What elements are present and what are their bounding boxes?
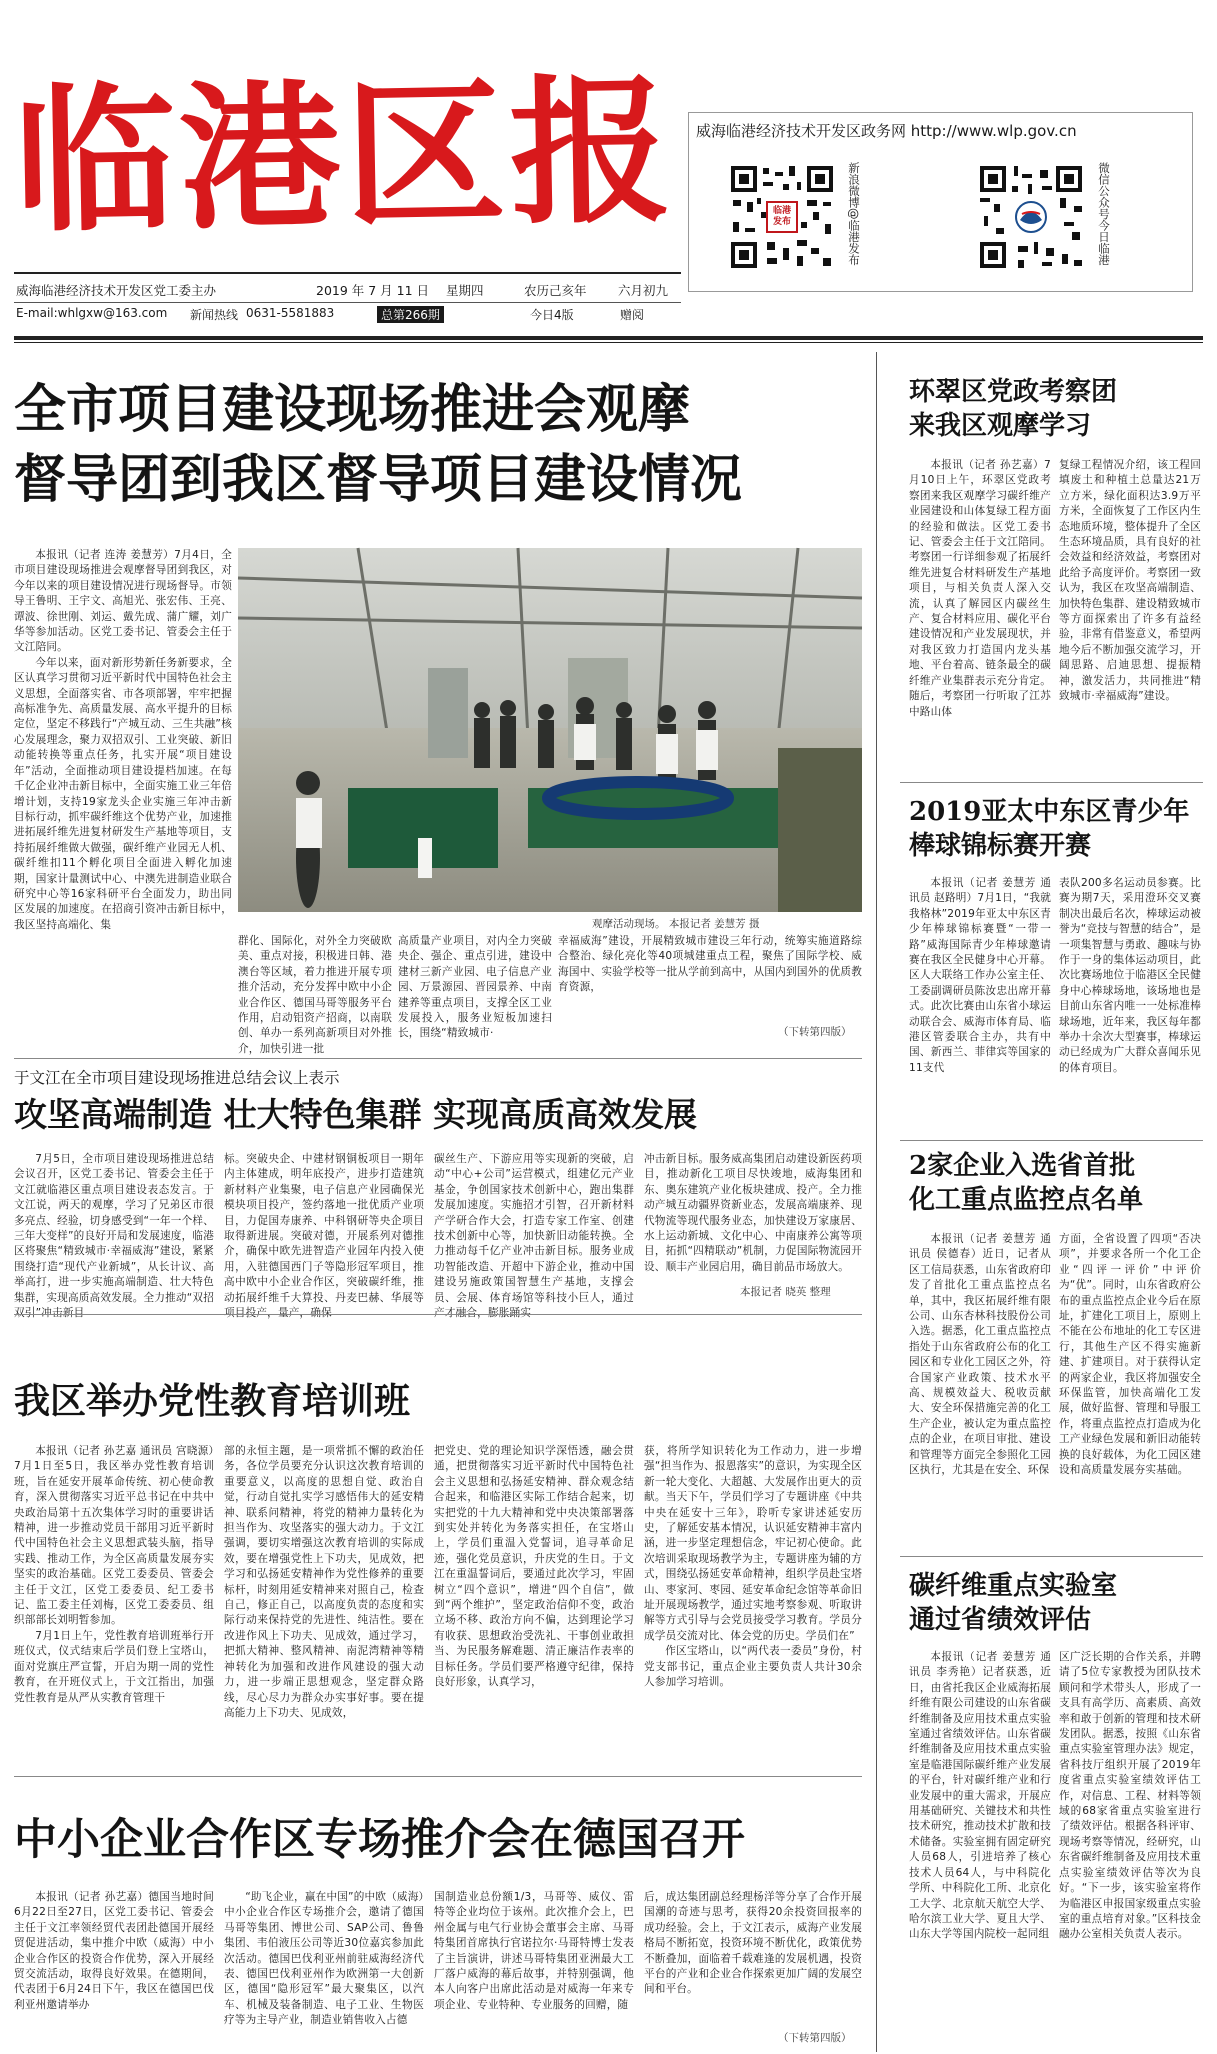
s3-column-2 <box>1059 1232 1201 1534</box>
s4-headline-1: 碳纤维重点实验室 <box>909 1571 1118 1601</box>
s1-headline-1: 环翠区党政考察团 <box>909 377 1118 407</box>
s4-column-1 <box>909 1650 1051 2042</box>
weibo-label: 新浪微博@临港发布 <box>847 162 861 266</box>
party-col4-para-2: 作区宝塔山，以“两代表一委员”身份，村党支部书记，重点企业主要负责人共计30余人参加学习培训。 <box>644 1645 862 1689</box>
second-column-2 <box>224 1152 424 1302</box>
party-col1-para-2: 7月1日上午，党性教育培训班举行开班仪式，仪式结束后学员们登上宝塔山，面对党旗庄严宣誓，开启为期一周的党性教育，在开班仪式上，于文江指出，加强党性教育是从严从实教育管理干 <box>14 1629 214 1704</box>
s3-column-1 <box>909 1232 1051 1534</box>
s3-divider <box>900 1556 1203 1557</box>
party-col2-text: 部的永恒主题，是一项常抓不懈的政治任务，各位学员要充分认识这次教育培训的重要意义，以高度的思想自觉、政治自觉，行动自觉扎实学习感悟伟大的延安精神、联系问精神，将党的精神力量转化为担当作为、攻坚落实的强大动力。于文江强调，要切实增强这次教育培训的实际成效，要在增强党性上下功夫，见成效，把学习和弘扬延安精神作为党性修养的重要标杆，时刻用延安精神来对照自己，检查自己，修正自己，以高度负责的态度和实际行动来保持党的先进性、纯洁性。要在改进作风上下功夫、见成效，通过学习，把抓大精神、整风精神、南泥湾精神等精神转化为加强和改进作风建设的强大动力，进一步端正思想观念，坚定群众路线，尽心尽力为群众办实事好事。要在提高能力上下功夫、见成效， <box>224 1445 424 1719</box>
free-label: 赠阅 <box>620 308 645 322</box>
lead-headline-2: 督导团到我区督导项目建设情况 <box>14 449 743 510</box>
logo-text: 临港区报 <box>12 58 677 255</box>
second-column-3 <box>434 1152 634 1302</box>
issue-number: 总第266期 <box>377 306 444 323</box>
lead-jump[interactable]: （下转第四版） <box>778 1026 852 1038</box>
s2-column-2 <box>1059 876 1201 1146</box>
s2-headline-1: 2019亚太中东区青少年 <box>909 797 1190 827</box>
s4-col1-text: 本报讯（记者 姜慧芳 通讯员 李秀艳）记者获悉，近日，由省托我区企业威海拓展纤维有限公司建设的山东省碳纤维制备及应用技术重点实验室通过省绩效评估。山东省碳纤维制备及应用技术重点实验室是临港国际碳纤维产业发展的平台，针对碳纤维产业和行业发展中的重大需求，开展应用基础研究、关键技术和共性技术研究，推动技术扩散和技术储备。实验室拥有固定研究人员68人，引进培养了核心技术人员64人，与中科院化学所、中科院化工所、北京化工大学、北京航天航空大学、哈尔滨工业大学、夏且大学、山东大学等国内院校一起同组 <box>909 1651 1051 1941</box>
hotline-label: 新闻热线 <box>190 308 239 322</box>
email[interactable]: E-mail:whlgxw@163.com <box>16 306 168 320</box>
s4-col2-text: 区广泛长期的合作关系，并聘请了5位专家教授为团队技术顾问和学术带头人，形成了一支具有高学历、高素质、高效率和敢于创新的管理和技术研发团队。据悉，按照《山东省重点实验室管理办法》规定，省科技厅组织开展了2019年度省重点实验室绩效评估工作，对信息、工程、材料等领域的68家省重点实验室进行了绩效评估。根据各科评审、现场考察等情况，经研究，山东省碳纤维制备及应用技术重点实验室绩效评估等次为良好。“下一步，该实验室将作为临港区申报国家级重点实验室的重点培育对象。”区科技金融办公室相关负责人表示。 <box>1059 1651 1201 1941</box>
party-col1-para-1: 本报讯（记者 孙艺嘉 通讯员 宫晓源）7月1日至5日，我区举办党性教育培训班，旨在延安开展革命传统、初心使命教育，深入贯彻落实习近平总书记在中共中央政治局第十五次集体学习时的重要讲话精神，进一步推动党员干部用习近平新时代中国特色社会主义思想武装头脑，指导实践、推动工作，为全区高质量发展夯实坚实的政治基础。区党工委委员、管委会主任于文江，区党工委委员、纪工委书记、监工委主任刘梅，区党工委委员、组织部部长刘明暂参加。 <box>14 1445 214 1627</box>
lunar-year: 农历己亥年 <box>524 283 587 298</box>
s2-headline-2: 棒球锦标赛开赛 <box>909 831 1092 861</box>
party-column-4 <box>644 1444 862 1754</box>
s2-col2-text: 表队200多名运动员参赛。比赛为期7天，采用澄环交叉赛制决出最后名次，棒球运动被誉为“竞技与智慧的结合”，是一项集智慧与勇敢、趣味与协作于一身的集体运动项目，此次比赛场地位于临港区全民健身中心棒球场地，该场地也是目前山东省内唯一一处标准棒球场地，近年来，我区每年都举办十余次大型赛事，棒球运动已经成为广大群众喜闻乐见的体育项目。 <box>1059 877 1201 1074</box>
s3-col1-text: 本报讯（记者 姜慧芳 通讯员 侯德春）近日，记者从区工信局获悉，山东省政府印发了首批化工重点监控点名单，其中，我区拓展纤维有限公司、山东杏林科技股份公司入选。据悉，化工重点监控点指处于山东省政府公布的化工园区和专业化工园区之外，符合国家产业政策、技术水平高、规模效益大、税收贡献大、安全环保措施完善的化工生产企业，被认定为重点监控点的企业，在项目审批、建设和管理等方面完全参照化工园区执行，尤其是在安全、环保 <box>909 1233 1051 1477</box>
second-column-4 <box>644 1152 862 1272</box>
germany-column-3 <box>434 1890 634 2042</box>
s1-col2-text: 复绿工程情况介绍，该工程回填废土和种植土总量达21万立方米，绿化面积达3.9万平方米，全面恢复了工作区内生态地质环境，整体提升了全区生态环境品质，具有良好的社会效益和经济效益，考察团对此给予高度评价。考察团一致认为，我区在攻坚高端制造、加快特色集群、建设精致城市等方面探索出了许多有益经验，非常有借鉴意义，希望两地今后不断加强交流学习，开阔思路、启迪思想、提振精神，激发活力，共同推进“精致城市·幸福威海”建设。 <box>1059 459 1201 703</box>
lead-headline-1: 全市项目建设现场推进会观摩 <box>14 379 691 440</box>
second-divider <box>14 1314 862 1315</box>
s4-headline-2: 通过省绩效评估 <box>909 1605 1092 1635</box>
party-column-2 <box>224 1444 424 1754</box>
s3-headline-1: 2家企业入选省首批 <box>909 1151 1136 1181</box>
lead-col4-text: 幸福威海”建设，开展精致城市建设三年行动，统筹实施道路综合整治、绿化亮化等40项城建重点工程，聚焦了国际学校、威海国中、实验学校等一批从学前到高中，从国内到国外的优质教育资源， <box>558 935 862 994</box>
lead-column-1 <box>14 548 232 1154</box>
second-column-1 <box>14 1152 214 1302</box>
s1-divider <box>900 782 1203 783</box>
s1-column-1 <box>909 458 1051 760</box>
masthead-bottom-rule <box>14 336 1203 340</box>
hotline-number: 0631-5581883 <box>246 306 335 320</box>
sponsor: 威海临港经济技术开发区党工委主办 <box>16 283 217 298</box>
second-col2-text: 标。突破央企、中建材钢铜板项目一期年内主体建成，明年底投产，进步打造建筑新材料产业集聚，电子信息产业园确保光模块项目投产，签约落地一批优质产业项目，力促国寿康养、中科钢研等央企项目取得新进展。突破对德，开展系列对德推介，确保中欧先进智造产业园年内投入使用，入驻德国西门子等隐形冠军项目，推高中欧中小企业合作区，突破碳纤维，推动拓展纤维千大算投、丹麦巴赫、华展等 <box>224 1153 424 1304</box>
sidebar-vertical-rule <box>876 352 877 2052</box>
wechat-label: 微信公众号今日临港 <box>1097 162 1111 266</box>
second-kicker: 于文江在全市项目建设现场推进总结会议上表示 <box>14 1069 340 1087</box>
party-column-3 <box>434 1444 634 1754</box>
masthead-info-row-1 <box>14 281 681 299</box>
lead-col3-text: 高质量产业项目，对内全力突破央企、强企、重点引进，建设中建材三新产业园、电子信息产业园、万景源园、晋园景养、中南建养等重点项目，支撑全区工业发展投入，服务业短板加速扫长，围绕“精致城市· <box>398 935 552 1040</box>
s1-column-2 <box>1059 458 1201 760</box>
page-count: 今日4版 <box>530 308 574 322</box>
germany-col3-text: 国制造业总份额1/3，马哥等、威仪、雷特等企业均位于该州。此次推介会上，巴州金属与电气行业协会董事会主席、马哥特集团首席执行官诺拉尔·马哥特博士发表了主旨演讲，讲述马哥特集团亚洲最大工厂落户威海的幕后故事，并特别强调，他本人向客户出席此活动是对威海一年来专项企业、专业特种、专业服务的回赠，随 <box>434 1891 634 2011</box>
party-headline: 我区举办党性教育培训班 <box>14 1380 411 1422</box>
masthead-top-rule <box>14 272 681 274</box>
issue-date: 2019 年 7 月 11 日 <box>316 283 430 298</box>
second-col4-text: 冲击新目标。服务威高集团启动建设新医药项目，推动新化工项目尽快竣地，威海集团和东、奥东建筑产业化板块建成、投产。全力推动产城互动疆界资新业态，发展高端康养、现代物流等现代服务业态，加快建设万家康居、水上运动新城、文化中心、中南康养公寓等项目，拓抓“四精联动”机制，力促国际物流园开设、顺丰产业园启用，确目前品市场放大。 <box>644 1153 862 1273</box>
lead-photo-caption: 观摩活动现场。 本报记者 姜慧芳 摄 <box>592 918 760 930</box>
second-col1-text: 7月5日，全市项目建设现场推进总结会议召开，区党工委书记、管委会主任于文江就临港区重点项目建设表态发言。于文江说，两天的观摩，学习了兄弟区市很多亮点、经验，切身感受到“一年一个样、三年大变样”的良好开局和发展速度，临港区将聚焦“精致城市·幸福威海”建设，紧紧围绕打造“现代产业新城”，从长计议、高举高打，进一步实施高端制造、壮大特色集群，实现高质高效发展。全力推动“双招 <box>14 1153 214 1304</box>
website-text[interactable]: 威海临港经济技术开发区政务网 http://www.wlp.gov.cn <box>696 122 1077 140</box>
lunar-day: 六月初九 <box>618 283 669 298</box>
lead-col1-para-2: 今年以来，面对新形势新任务新要求，全区认真学习贯彻习近平新时代中国特色社会主义思想，全面落实省、市各项部署，牢牢把握高标准争先、高质量发展、高水平提升的目标定位，坚定不移践行“产城互动、三生共融”核心发展理念，聚力双招双引、工业突破、新旧动能转换等重点任务，扎实开展“项目建设年”活动，全面推动项目建设提档加速。在每千亿企业冲击新目标中，全面实施工业三年倍增计划，支持19家龙头企业实施三年冲击新目标行动，抓牢碳纤维这个优势产业，加速推进拓展纤维先进复材研发生产基地等项目，支持拓展纤维做大做强，碳纤维产业园无人机、碳纤维扣11个孵化项目全面进入孵化加速期，国家计量测试中心、中澳先进制造业联合研究中心等16家科研平台全面发力，助出同区发展的加速度。在招商引资冲击新目标中，我区坚持高端化、集 <box>14 656 232 931</box>
germany-col4-text: 后，成达集团副总经理杨洋等分享了合作开展国潮的奇迹与思考，获得20余投资回报率的成功经验。会上，于文江表示，威海产业发展格局不断拓宽，投资环境不断优化，政策优势不断叠加，面临着千载难逢的发展机遇，投资平台的产业和企业合作探索更加广阔的发展空间和平台。 <box>644 1891 862 1996</box>
second-byline: 本报记者 晓英 整理 <box>740 1286 831 1298</box>
germany-column-2 <box>224 1890 424 2042</box>
s2-col1-text: 本报讯（记者 姜慧芳 通讯员 赵路明）7月1日，“我就我格林”2019年亚太中东区青少年棒球锦标赛暨“一带一路”威海国际青少年棒球邀请赛在我区全民健身中心开幕。区人大联络工作办公室主任、工委副调研员陈汝忠出席开幕式。此次比赛由山东省小球运动联合会、威海市体育局、临港区管委联合主办，共有中国、新西兰、菲律宾等国家的11支代 <box>909 877 1051 1074</box>
germany-col1-text: 本报讯（记者 孙艺嘉）德国当地时间6月22日至27日，区党工委书记、管委会主任于文江率领经贸代表团赴德国开展经贸促进活动，集中推介中欧（威海）中小企业合作区的投资合作优势，深入开展经贸交流活动，取得良好效果。在德期间，代表团于6月24日下午，我区在德国巴伐利亚州邀请举办 <box>14 1891 214 2011</box>
lead-divider <box>14 1058 862 1059</box>
masthead-box-border <box>688 112 1193 292</box>
masthead-mid-rule <box>14 302 681 303</box>
s3-headline-2: 化工重点监控点名单 <box>909 1185 1144 1215</box>
lead-photo <box>238 548 862 912</box>
party-col4-para-1: 获，将所学知识转化为工作动力，进一步增强“担当作为、报恩落实”的意识，为实现全区新一轮大变化、大超越、大发展作出更大的贡献。当天下午，学员们学习了专题讲座《中共中央在延安十三年》，聆听专家讲述延安历史，了解延安基本情况，认识延安精神丰富内涵，进一步坚定理想信念，牢记初心使命。此次培训采取现场教学为主，专题讲座为辅的方式，围绕弘扬延安革命精神，组织学员赴宝塔山、枣家河、枣园、延安革命纪念馆等革命旧址开展现场教学，通过实地考察参观、听取讲解等方式引导与会党员接受学习教育。学员分成学员交流对比、体会党的历史。学员们在” <box>644 1445 862 1642</box>
s4-column-2 <box>1059 1650 1201 2042</box>
second-headline: 攻坚高端制造 壮大特色集群 实现高质高效发展 <box>14 1095 697 1134</box>
germany-headline: 中小企业合作区专场推介会在德国召开 <box>14 1815 745 1865</box>
masthead-bottom-rule-thin <box>14 342 1203 343</box>
germany-col2-text: “助飞企业，赢在中国”的中欧（威海）中小企业合作区专场推介会，邀请了德国马哥等集团、博世公司、SAP公司、鲁鲁集团、韦伯液压公司等近30位嘉宾参加此次活动。德国巴伐利亚州前驻威海经济代表、德国巴伐利亚州作为欧洲第一大创新区，德国“隐形冠军”最大聚集区，以汽车、机械及装备制造、电子工业、生物医疗等为主导产业，制造业销售收入占德 <box>224 1891 424 2027</box>
qr-badge: 临港发布 <box>772 206 791 227</box>
s2-column-1 <box>909 876 1051 1146</box>
party-divider <box>14 1776 862 1777</box>
party-col3-text: 把党史、党的理论知识学深悟透，融会贯通，把贯彻落实习近平新时代中国特色社会主义思想和弘扬延安精神、群众观念结合起来，和临港区实际工作结合起来，切实把党的十九大精神和党中央决策部署落到实处并转化为务落实担任，在宝塔山上，学员们重温入党誓词，追寻革命足迹，强化党员意识，升庆党的生日。于文江在重温誓词后，要通过此次学习，牢固树立“四个意识”，增进“四个自信”，做到“两个维护”，坚定政治信仰不变，政治立场不移、政治方向不偏，达到理论学习有收获、思想政治受洗礼、干事创业敢担当、为民服务解难题、清正廉洁作表率的目标任务。学员们要严格遵守纪律，保持良好形象，认真学习， <box>434 1445 634 1689</box>
party-column-1 <box>14 1444 214 1754</box>
germany-column-1 <box>14 1890 214 2042</box>
lead-col1-para-1: 本报讯（记者 连涛 姜慧芳）7月4日，全市项目建设现场推进会观摩督导团到我区，对今年以来的项目建设情况进行现场督导。市领导王鲁明、王宇文、高旭光、张宏伟、王亮、谭波、徐世刚、刘运、戴先成、蒲广耀，刘广华等参加活动。区党工委书记、管委会主任于文江陪同。 <box>14 549 232 654</box>
masthead-info-row-2 <box>14 306 681 324</box>
second-col3-text: 碳丝生产、下游应用等实现新的突破，启动“中心+公司”运营模式，组建亿元产业基金，争创国家技术创新中心，跑出集群发展加速度。实施招才引智，召开新材料产学研合作大会，打造专家工作室、创建技术创新中心等，加快新旧动能转换。全力推动每千亿产业冲击新目标。服务业成功智能改造、开超中下游企业，推动中国建设另施政策国智慧生产基地，支撑会员、会展、体育场馆等科技小巨人，通过 <box>434 1153 634 1304</box>
weekday: 星期四 <box>446 283 484 298</box>
s2-divider <box>900 1140 1203 1141</box>
lead-col2-text: 群化、国际化，对外全力突破欧美、重点对接，积极进日韩、港澳台等区域，着力推进开展专项推介活动，充分发挥中欧中小企业合作区、德国马哥等服务平台作用，启动铝资产招商，以南联创、单办一系列高新项目对外推介，加快引进一批 <box>238 935 392 1055</box>
s3-col2-text: 方面，全省设置了四项“否决项”，并要求各所一个化工企业“四评一评价”中评价为“优”。同时，山东省政府公布的重点监控点企业今后在原址，扩建化工项目上，原则上不能在公布地址的化工专区进行，其他生产区不得实施新建、扩建项目。对于获得认定的两家企业，我区将加强安全环保监管，加快高端化工发展，做好监督、管理和导服工作，将重点监控点打造成为化工产业绿色发展和新旧动能转换的良好载体，为化工园区建设和高质量发展夯实基础。 <box>1059 1233 1201 1477</box>
s1-headline-2: 来我区观摩学习 <box>909 411 1092 441</box>
s1-col1-text: 本报讯（记者 孙艺嘉）7月10日上午，环翠区党政考察团来我区观摩学习碳纤维产业园建设和山体复绿工程方面的经验和做法。区党工委书记、管委会主任于文江陪同。考察团一行详细参观了拓展纤维先进复合材料研发生产基地项目，与相关负责人深入交流，认真了解园区内碳丝生产、复合材料应用、碳化平台建设情况和产业发展现状，并对我区致力打造国内龙头基地、平台着高、链条最全的碳纤维产业集群表示充分肯定。随后，考察团一行听取了江苏中路山体 <box>909 459 1051 718</box>
germany-jump[interactable]: （下转第四版） <box>778 2032 852 2044</box>
masthead-logo <box>12 58 694 255</box>
germany-column-4 <box>644 1890 862 2024</box>
